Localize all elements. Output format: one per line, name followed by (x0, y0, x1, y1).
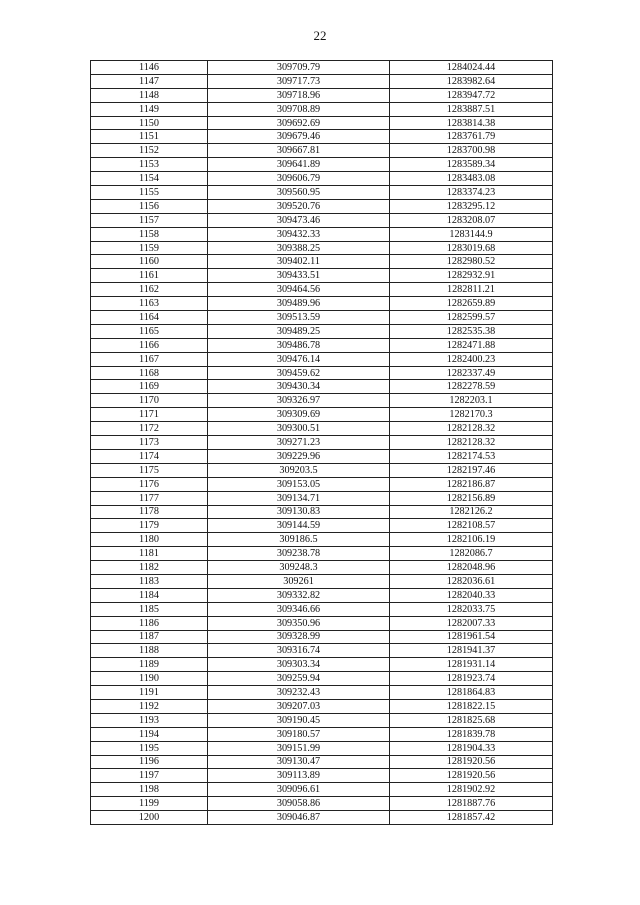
y-coordinate-cell: 1282106.19 (390, 533, 553, 547)
table-row (91, 88, 553, 102)
x-coordinate-cell: 309207.03 (208, 699, 390, 713)
point-number-cell: 1164 (91, 311, 208, 325)
x-coordinate-cell: 309430.34 (208, 380, 390, 394)
x-coordinate-cell: 309679.46 (208, 130, 390, 144)
x-coordinate-cell: 309144.59 (208, 519, 390, 533)
point-number-cell: 1182 (91, 561, 208, 575)
point-number-cell: 1196 (91, 755, 208, 769)
y-coordinate-cell: 1283887.51 (390, 102, 553, 116)
y-coordinate-cell: 1281941.37 (390, 644, 553, 658)
point-number-cell: 1154 (91, 172, 208, 186)
point-number-cell: 1172 (91, 422, 208, 436)
x-coordinate-cell: 309186.5 (208, 533, 390, 547)
point-number-cell: 1189 (91, 658, 208, 672)
table-row (91, 227, 553, 241)
x-coordinate-cell: 309130.47 (208, 755, 390, 769)
point-number-cell: 1181 (91, 547, 208, 561)
y-coordinate-cell: 1281904.33 (390, 741, 553, 755)
y-coordinate-cell: 1281923.74 (390, 672, 553, 686)
x-coordinate-cell: 309476.14 (208, 352, 390, 366)
table-row (91, 408, 553, 422)
y-coordinate-cell: 1283019.68 (390, 241, 553, 255)
x-coordinate-cell: 309718.96 (208, 88, 390, 102)
point-number-cell: 1199 (91, 797, 208, 811)
point-number-cell: 1191 (91, 686, 208, 700)
x-coordinate-cell: 309641.89 (208, 158, 390, 172)
table-row (91, 491, 553, 505)
y-coordinate-cell: 1282040.33 (390, 588, 553, 602)
table-row (91, 380, 553, 394)
x-coordinate-cell: 309473.46 (208, 213, 390, 227)
point-number-cell: 1166 (91, 338, 208, 352)
table-row (91, 477, 553, 491)
table-row (91, 630, 553, 644)
y-coordinate-cell: 1282400.23 (390, 352, 553, 366)
point-number-cell: 1152 (91, 144, 208, 158)
y-coordinate-cell: 1281920.56 (390, 755, 553, 769)
point-number-cell: 1197 (91, 769, 208, 783)
x-coordinate-cell: 309717.73 (208, 74, 390, 88)
y-coordinate-cell: 1282128.32 (390, 436, 553, 450)
point-number-cell: 1183 (91, 574, 208, 588)
table-row (91, 297, 553, 311)
x-coordinate-cell: 309058.86 (208, 797, 390, 811)
table-row (91, 811, 553, 825)
point-number-cell: 1180 (91, 533, 208, 547)
point-number-cell: 1162 (91, 283, 208, 297)
y-coordinate-cell: 1282278.59 (390, 380, 553, 394)
x-coordinate-cell: 309238.78 (208, 547, 390, 561)
table-row (91, 505, 553, 519)
y-coordinate-cell: 1283982.64 (390, 74, 553, 88)
table-row (91, 783, 553, 797)
point-number-cell: 1186 (91, 616, 208, 630)
x-coordinate-cell: 309692.69 (208, 116, 390, 130)
point-number-cell: 1163 (91, 297, 208, 311)
x-coordinate-cell: 309316.74 (208, 644, 390, 658)
x-coordinate-cell: 309303.34 (208, 658, 390, 672)
x-coordinate-cell: 309560.95 (208, 186, 390, 200)
y-coordinate-cell: 1281825.68 (390, 713, 553, 727)
table-row (91, 436, 553, 450)
y-coordinate-cell: 1281887.76 (390, 797, 553, 811)
y-coordinate-cell: 1282126.2 (390, 505, 553, 519)
point-number-cell: 1150 (91, 116, 208, 130)
table-row (91, 199, 553, 213)
x-coordinate-cell: 309271.23 (208, 436, 390, 450)
y-coordinate-cell: 1281864.83 (390, 686, 553, 700)
table-row (91, 449, 553, 463)
table-row (91, 283, 553, 297)
y-coordinate-cell: 1282108.57 (390, 519, 553, 533)
table-row (91, 519, 553, 533)
point-number-cell: 1188 (91, 644, 208, 658)
x-coordinate-cell: 309346.66 (208, 602, 390, 616)
x-coordinate-cell: 309513.59 (208, 311, 390, 325)
table-row (91, 255, 553, 269)
point-number-cell: 1168 (91, 366, 208, 380)
point-number-cell: 1195 (91, 741, 208, 755)
y-coordinate-cell: 1282086.7 (390, 547, 553, 561)
table-row (91, 422, 553, 436)
y-coordinate-cell: 1282033.75 (390, 602, 553, 616)
y-coordinate-cell: 1283700.98 (390, 144, 553, 158)
x-coordinate-cell: 309153.05 (208, 477, 390, 491)
y-coordinate-cell: 1282659.89 (390, 297, 553, 311)
point-number-cell: 1193 (91, 713, 208, 727)
point-number-cell: 1174 (91, 449, 208, 463)
point-number-cell: 1187 (91, 630, 208, 644)
point-number-cell: 1149 (91, 102, 208, 116)
y-coordinate-cell: 1282337.49 (390, 366, 553, 380)
point-number-cell: 1176 (91, 477, 208, 491)
point-number-cell: 1157 (91, 213, 208, 227)
y-coordinate-cell: 1282471.88 (390, 338, 553, 352)
x-coordinate-cell: 309433.51 (208, 269, 390, 283)
table-row (91, 727, 553, 741)
y-coordinate-cell: 1282197.46 (390, 463, 553, 477)
table-row (91, 699, 553, 713)
y-coordinate-cell: 1281902.92 (390, 783, 553, 797)
table-row (91, 463, 553, 477)
point-number-cell: 1198 (91, 783, 208, 797)
x-coordinate-cell: 309259.94 (208, 672, 390, 686)
point-number-cell: 1147 (91, 74, 208, 88)
point-number-cell: 1192 (91, 699, 208, 713)
point-number-cell: 1160 (91, 255, 208, 269)
x-coordinate-cell: 309486.78 (208, 338, 390, 352)
x-coordinate-cell: 309489.96 (208, 297, 390, 311)
table-row (91, 616, 553, 630)
table-row (91, 172, 553, 186)
table-row (91, 241, 553, 255)
y-coordinate-cell: 1281822.15 (390, 699, 553, 713)
table-row (91, 755, 553, 769)
table-row (91, 311, 553, 325)
x-coordinate-cell: 309309.69 (208, 408, 390, 422)
coordinates-table-body (91, 61, 553, 825)
point-number-cell: 1173 (91, 436, 208, 450)
table-row (91, 144, 553, 158)
point-number-cell: 1148 (91, 88, 208, 102)
x-coordinate-cell: 309096.61 (208, 783, 390, 797)
point-number-cell: 1158 (91, 227, 208, 241)
point-number-cell: 1153 (91, 158, 208, 172)
y-coordinate-cell: 1282170.3 (390, 408, 553, 422)
x-coordinate-cell: 309134.71 (208, 491, 390, 505)
point-number-cell: 1170 (91, 394, 208, 408)
y-coordinate-cell: 1282036.61 (390, 574, 553, 588)
point-number-cell: 1200 (91, 811, 208, 825)
y-coordinate-cell: 1284024.44 (390, 61, 553, 75)
y-coordinate-cell: 1282535.38 (390, 324, 553, 338)
x-coordinate-cell: 309332.82 (208, 588, 390, 602)
table-row (91, 352, 553, 366)
table-row (91, 366, 553, 380)
x-coordinate-cell: 309130.83 (208, 505, 390, 519)
x-coordinate-cell: 309402.11 (208, 255, 390, 269)
x-coordinate-cell: 309667.81 (208, 144, 390, 158)
y-coordinate-cell: 1283483.08 (390, 172, 553, 186)
y-coordinate-cell: 1282156.89 (390, 491, 553, 505)
table-row (91, 324, 553, 338)
y-coordinate-cell: 1283761.79 (390, 130, 553, 144)
x-coordinate-cell: 309300.51 (208, 422, 390, 436)
y-coordinate-cell: 1282048.96 (390, 561, 553, 575)
y-coordinate-cell: 1283144.9 (390, 227, 553, 241)
table-row (91, 61, 553, 75)
table-row (91, 797, 553, 811)
point-number-cell: 1169 (91, 380, 208, 394)
x-coordinate-cell: 309261 (208, 574, 390, 588)
table-row (91, 102, 553, 116)
point-number-cell: 1165 (91, 324, 208, 338)
y-coordinate-cell: 1282932.91 (390, 269, 553, 283)
x-coordinate-cell: 309232.43 (208, 686, 390, 700)
y-coordinate-cell: 1281920.56 (390, 769, 553, 783)
y-coordinate-cell: 1283208.07 (390, 213, 553, 227)
y-coordinate-cell: 1281961.54 (390, 630, 553, 644)
point-number-cell: 1185 (91, 602, 208, 616)
y-coordinate-cell: 1282980.52 (390, 255, 553, 269)
x-coordinate-cell: 309432.33 (208, 227, 390, 241)
table-row (91, 116, 553, 130)
x-coordinate-cell: 309459.62 (208, 366, 390, 380)
point-number-cell: 1171 (91, 408, 208, 422)
x-coordinate-cell: 309113.89 (208, 769, 390, 783)
point-number-cell: 1159 (91, 241, 208, 255)
coordinates-table (90, 60, 553, 825)
table-row (91, 644, 553, 658)
y-coordinate-cell: 1282007.33 (390, 616, 553, 630)
table-row (91, 533, 553, 547)
point-number-cell: 1161 (91, 269, 208, 283)
table-row (91, 186, 553, 200)
x-coordinate-cell: 309180.57 (208, 727, 390, 741)
table-row (91, 130, 553, 144)
point-number-cell: 1175 (91, 463, 208, 477)
point-number-cell: 1167 (91, 352, 208, 366)
x-coordinate-cell: 309151.99 (208, 741, 390, 755)
x-coordinate-cell: 309326.97 (208, 394, 390, 408)
table-row (91, 741, 553, 755)
table-row (91, 561, 553, 575)
point-number-cell: 1177 (91, 491, 208, 505)
point-number-cell: 1194 (91, 727, 208, 741)
y-coordinate-cell: 1281931.14 (390, 658, 553, 672)
point-number-cell: 1179 (91, 519, 208, 533)
point-number-cell: 1155 (91, 186, 208, 200)
table-row (91, 213, 553, 227)
x-coordinate-cell: 309708.89 (208, 102, 390, 116)
y-coordinate-cell: 1283295.12 (390, 199, 553, 213)
y-coordinate-cell: 1282811.21 (390, 283, 553, 297)
point-number-cell: 1146 (91, 61, 208, 75)
table-row (91, 158, 553, 172)
table-row (91, 269, 553, 283)
table-row (91, 338, 553, 352)
table-row (91, 672, 553, 686)
x-coordinate-cell: 309046.87 (208, 811, 390, 825)
x-coordinate-cell: 309388.25 (208, 241, 390, 255)
point-number-cell: 1156 (91, 199, 208, 213)
table-row (91, 547, 553, 561)
table-row (91, 394, 553, 408)
point-number-cell: 1151 (91, 130, 208, 144)
point-number-cell: 1184 (91, 588, 208, 602)
x-coordinate-cell: 309489.25 (208, 324, 390, 338)
x-coordinate-cell: 309520.76 (208, 199, 390, 213)
table-row (91, 713, 553, 727)
x-coordinate-cell: 309203.5 (208, 463, 390, 477)
page-number: 22 (313, 28, 327, 43)
x-coordinate-cell: 309328.99 (208, 630, 390, 644)
table-row (91, 74, 553, 88)
y-coordinate-cell: 1283589.34 (390, 158, 553, 172)
x-coordinate-cell: 309464.56 (208, 283, 390, 297)
y-coordinate-cell: 1281857.42 (390, 811, 553, 825)
table-row (91, 769, 553, 783)
y-coordinate-cell: 1283947.72 (390, 88, 553, 102)
table-row (91, 686, 553, 700)
y-coordinate-cell: 1282174.53 (390, 449, 553, 463)
table-row (91, 574, 553, 588)
x-coordinate-cell: 309190.45 (208, 713, 390, 727)
y-coordinate-cell: 1282599.57 (390, 311, 553, 325)
y-coordinate-cell: 1281839.78 (390, 727, 553, 741)
point-number-cell: 1190 (91, 672, 208, 686)
y-coordinate-cell: 1282128.32 (390, 422, 553, 436)
table-row (91, 588, 553, 602)
y-coordinate-cell: 1283814.38 (390, 116, 553, 130)
table-row (91, 602, 553, 616)
point-number-cell: 1178 (91, 505, 208, 519)
y-coordinate-cell: 1282186.87 (390, 477, 553, 491)
table-row (91, 658, 553, 672)
x-coordinate-cell: 309248.3 (208, 561, 390, 575)
y-coordinate-cell: 1282203.1 (390, 394, 553, 408)
x-coordinate-cell: 309709.79 (208, 61, 390, 75)
x-coordinate-cell: 309606.79 (208, 172, 390, 186)
x-coordinate-cell: 309350.96 (208, 616, 390, 630)
y-coordinate-cell: 1283374.23 (390, 186, 553, 200)
x-coordinate-cell: 309229.96 (208, 449, 390, 463)
